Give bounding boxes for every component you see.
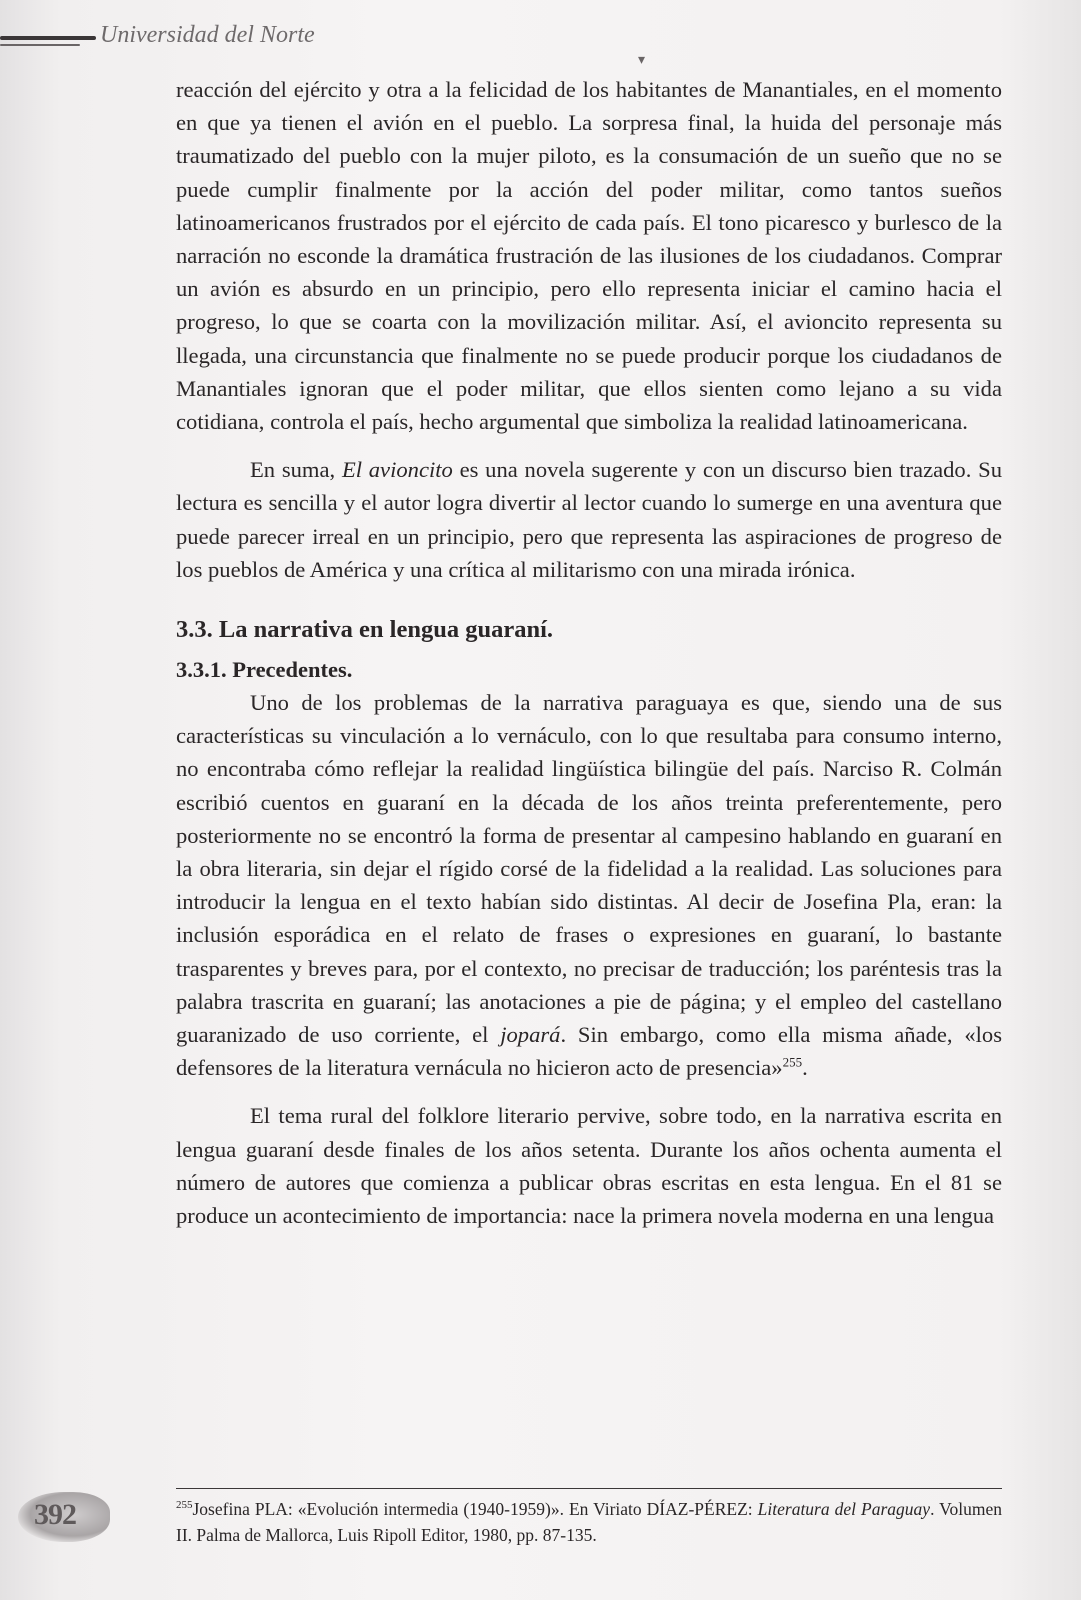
page-number <box>18 1492 110 1542</box>
paragraph-3 <box>176 686 1002 1084</box>
main-text <box>176 73 1002 1232</box>
paragraph-2 <box>176 453 1002 586</box>
paragraph-2-start: En suma, <box>250 457 342 483</box>
footnote-text-rest: . Volumen II. Palma de Mallorca, Luis Ripoll Editor, 1980, pp. 87-135. <box>176 1499 1003 1545</box>
page-number-text: 392 <box>34 1498 76 1531</box>
footnote-number: 255 <box>176 1499 193 1512</box>
subsection-heading: 3.3.1. Precedentes. <box>176 657 353 683</box>
footnote-rule <box>176 1488 1002 1489</box>
footnote-text-start: Josefina PLA: «Evolución intermedia (1940-1959)». En Viriato DÍAZ-PÉREZ: <box>192 1499 758 1519</box>
paragraph-3-rest: . Sin embargo, como ella misma añade, «los defensores de la literatura vernácula no hicieron acto de presencia» <box>176 1022 1003 1081</box>
running-head: Universidad del Norte <box>100 22 315 48</box>
paragraph-3-start: Uno de los problemas de la narrativa paraguaya es que, siendo una de sus características su vinculación a lo vernáculo, con lo que resultaba para consumo interno, no encontraba cómo reflejar la realidad lingüística bilingüe del país. Narciso R. Colmán escribió cuentos en guaraní en la década de los años treinta preferentemente, pero posteriormente no se encontró la forma de presentar al campesino hablando en guaraní en la obra literaria, sin dejar el rígido corsé de la fidelidad a la realidad. Las soluciones para introducir la lengua en el texto habían sido distintas. Al decir de Josefina Pla, eran: la inclusión esporádica en el relato de frases o expresiones en guaraní, lo bastante trasparentes y breves para, por el contexto, no precisar de traducción; los paréntesis tras la palabra trascrita en guaraní; las anotaciones a pie de página; y el empleo del castellano guaranizado de uso corriente, el <box>176 690 1002 1048</box>
header-rule <box>0 36 96 40</box>
footnote-ref[interactable]: 255 <box>782 1054 803 1070</box>
stray-mark: ▾ <box>638 53 646 68</box>
paragraph-1: reacción del ejército y otra a la felicidad de los habitantes de Manantiales, en el momento en que ya tienen el avión en el pueblo. La sorpresa final, la huida del personaje más traumatizado del pueblo con la mujer piloto, es la consumación de un sueño que no se puede cumplir finalmente por la acción del poder militar, como tantos sueños latinoamericanos frustrados por el ejército de cada país. El tono picaresco y burlesco de la narración no esconde la dramática frustración de las ilusiones de los ciudadanos. Comprar un avión es absurdo en un principio, pero ello representa iniciar el camino hacia el progreso, lo que se coarta con la movilización militar. Así, el avioncito representa su llegada, una circunstancia que finalmente no se puede producir porque los ciudadanos de Manantiales ignoran que el poder militar, que ellos sienten como lejano a su vida cotidiana, controla el país, hecho argumental que simboliza la realidad latinoamericana. <box>176 77 1002 435</box>
footnote-book-title: Literatura del Paraguay <box>757 1499 931 1519</box>
section-heading: 3.3. La narrativa en lengua guaraní. <box>176 616 554 644</box>
paragraph-4: El tema rural del folklore literario pervive, sobre todo, en la narrativa escrita en lengua guaraní desde finales de los años setenta. Durante los años ochenta aumenta el número de autores que comienza a publicar obras escritas en esta lengua. En el 81 se produce un acontecimiento de importancia: nace la primera novela moderna en una lengua <box>176 1103 1002 1229</box>
jopara-term: jopará <box>500 1022 561 1048</box>
footnote <box>176 1496 1002 1548</box>
header-rule-thin <box>0 44 80 46</box>
book-title: El avioncito <box>341 457 453 483</box>
paragraph-2-rest: es una novela sugerente y con un discurso bien trazado. Su lectura es sencilla y el autor logra divertir al lector cuando lo sumerge en una aventura que puede parecer irreal en un principio, pero que representa las aspiraciones de progreso de los pueblos de América y una crítica al militarismo con una mirada irónica. <box>176 457 1002 582</box>
page-header <box>0 20 400 60</box>
paragraph-3-end: . <box>802 1055 808 1081</box>
